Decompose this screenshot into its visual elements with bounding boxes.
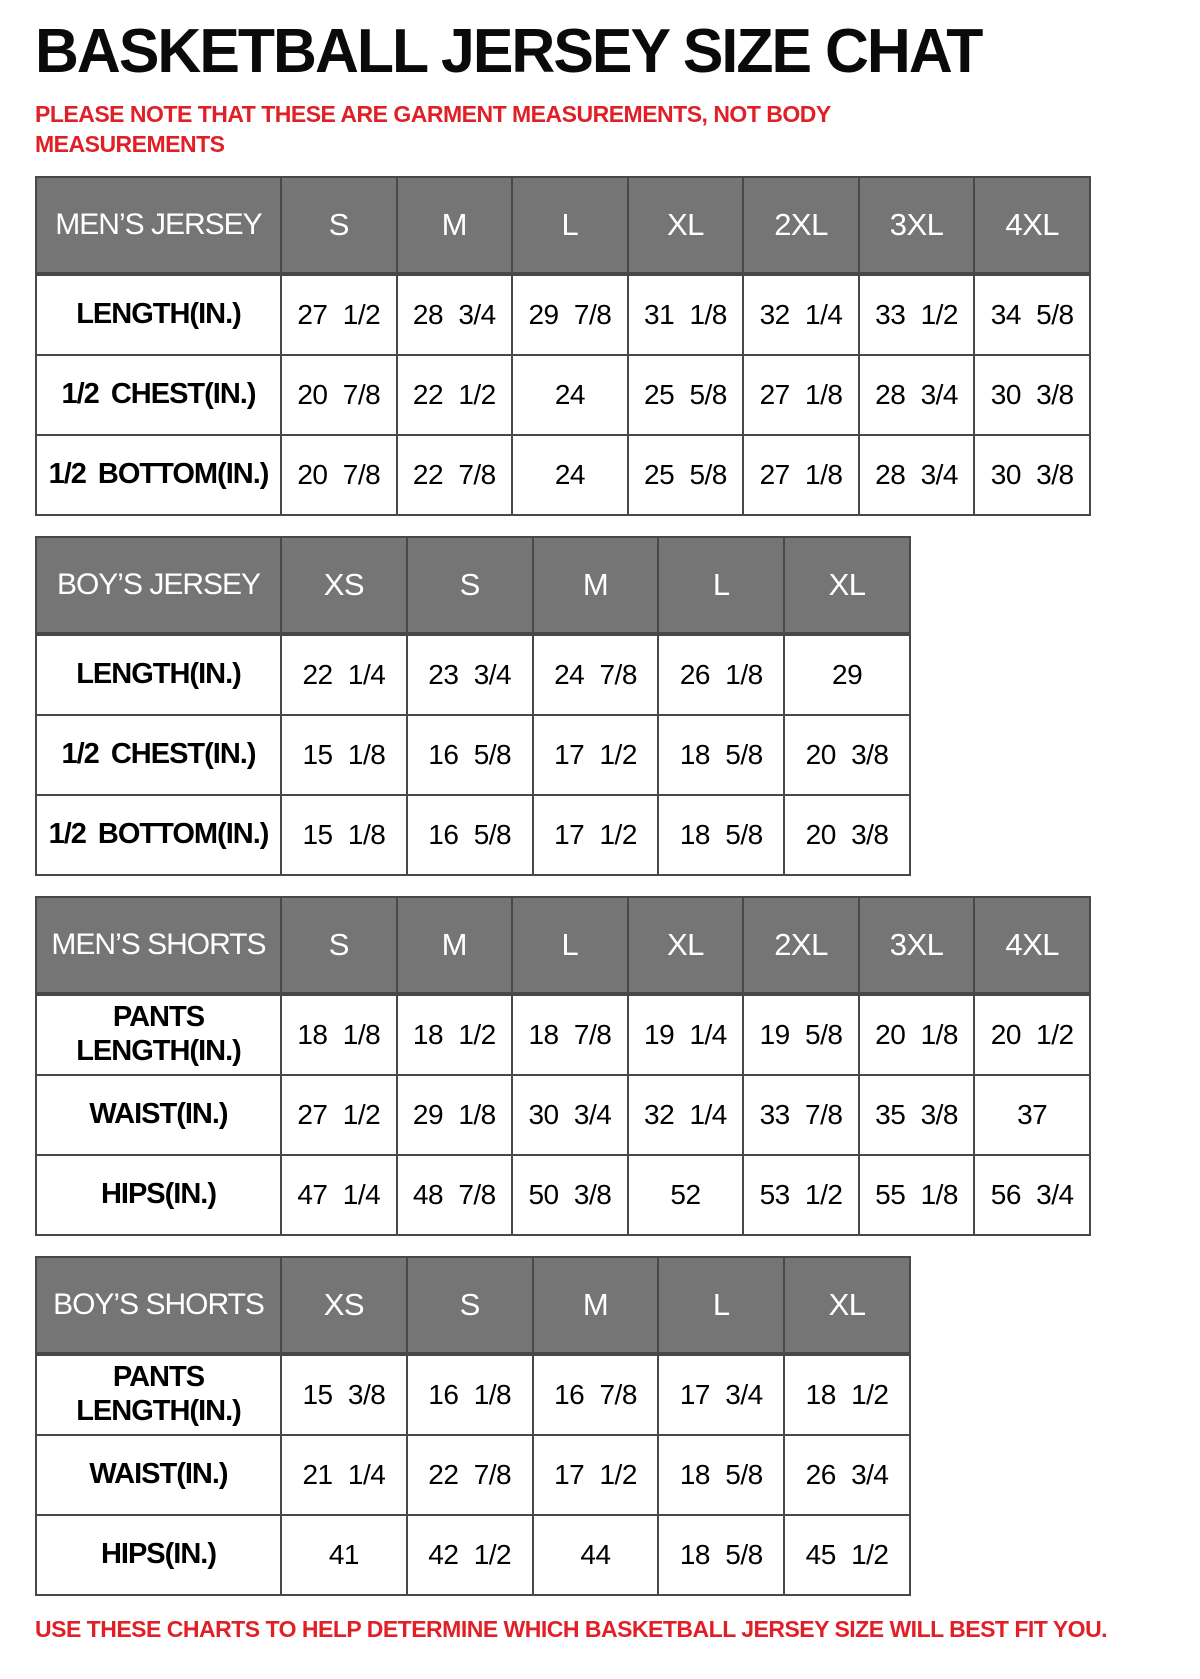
- row-label-cell: 1/2 BOTTOM(IN.): [36, 795, 281, 875]
- value-cell: 30 3/4: [512, 1075, 628, 1155]
- page-title: BASKETBALL JERSEY SIZE CHAT: [35, 17, 982, 86]
- table-row: [36, 1435, 910, 1515]
- value-cell: 28 3/4: [859, 355, 975, 435]
- value-cell: 24: [512, 435, 628, 515]
- value-cell: 44: [533, 1515, 659, 1595]
- row-label-cell: 1/2 CHEST(IN.): [36, 715, 281, 795]
- table-title-cell: BOY’S SHORTS: [36, 1257, 281, 1354]
- footer-note: USE THESE CHARTS TO HELP DETERMINE WHICH BASKETBALL JERSEY SIZE WILL BEST FIT YOU.: [35, 1615, 1108, 1642]
- table-row: [36, 715, 910, 795]
- value-cell: 18 5/8: [658, 795, 784, 875]
- value-cell: 53 1/2: [743, 1155, 859, 1235]
- value-cell: 18 1/2: [784, 1354, 910, 1435]
- value-cell: 26 3/4: [784, 1435, 910, 1515]
- value-cell: 34 5/8: [974, 274, 1090, 355]
- table-row: [36, 355, 1090, 435]
- value-cell: 24 7/8: [533, 634, 659, 715]
- size-header-cell: S: [281, 897, 397, 994]
- value-cell: 42 1/2: [407, 1515, 533, 1595]
- row-label-cell: LENGTH(IN.): [36, 274, 281, 355]
- size-header-cell: L: [512, 897, 628, 994]
- value-cell: 18 1/8: [281, 994, 397, 1075]
- size-header-cell: L: [658, 537, 784, 634]
- table-row: [36, 1515, 910, 1595]
- value-cell: 20 7/8: [281, 355, 397, 435]
- value-cell: 18 5/8: [658, 1515, 784, 1595]
- value-cell: 20 3/8: [784, 715, 910, 795]
- size-header-cell: XL: [784, 537, 910, 634]
- row-label-cell: PANTS LENGTH(IN.): [36, 994, 281, 1075]
- value-cell: 20 7/8: [281, 435, 397, 515]
- table-row: [36, 1075, 1090, 1155]
- value-cell: 17 1/2: [533, 715, 659, 795]
- table-title-cell: MEN’S JERSEY: [36, 177, 281, 274]
- header-row: [36, 177, 1090, 274]
- value-cell: 33 1/2: [859, 274, 975, 355]
- value-cell: 32 1/4: [743, 274, 859, 355]
- size-header-cell: XL: [784, 1257, 910, 1354]
- value-cell: 20 1/8: [859, 994, 975, 1075]
- table-row: [36, 994, 1090, 1075]
- value-cell: 17 1/2: [533, 1435, 659, 1515]
- value-cell: 21 1/4: [281, 1435, 407, 1515]
- row-label-cell: WAIST(IN.): [36, 1075, 281, 1155]
- value-cell: 27 1/8: [743, 355, 859, 435]
- value-cell: 26 1/8: [658, 634, 784, 715]
- row-label-cell: WAIST(IN.): [36, 1435, 281, 1515]
- size-header-cell: 4XL: [974, 177, 1090, 274]
- value-cell: 16 7/8: [533, 1354, 659, 1435]
- size-header-cell: 4XL: [974, 897, 1090, 994]
- value-cell: 25 5/8: [628, 435, 744, 515]
- size-table-mens-jersey: [35, 176, 1091, 516]
- value-cell: 32 1/4: [628, 1075, 744, 1155]
- size-header-cell: 2XL: [743, 177, 859, 274]
- value-cell: 17 1/2: [533, 795, 659, 875]
- table-row: [36, 274, 1090, 355]
- row-label-cell: PANTS LENGTH(IN.): [36, 1354, 281, 1435]
- value-cell: 33 7/8: [743, 1075, 859, 1155]
- size-table-boys-shorts: [35, 1256, 911, 1596]
- value-cell: 28 3/4: [397, 274, 513, 355]
- value-cell: 22 1/2: [397, 355, 513, 435]
- value-cell: 20 1/2: [974, 994, 1090, 1075]
- table-row: [36, 435, 1090, 515]
- header-row: [36, 1257, 910, 1354]
- value-cell: 55 1/8: [859, 1155, 975, 1235]
- value-cell: 27 1/2: [281, 274, 397, 355]
- row-label-cell: HIPS(IN.): [36, 1515, 281, 1595]
- size-table-mens-shorts: [35, 896, 1091, 1236]
- value-cell: 52: [628, 1155, 744, 1235]
- size-header-cell: M: [533, 1257, 659, 1354]
- value-cell: 37: [974, 1075, 1090, 1155]
- size-header-cell: XS: [281, 537, 407, 634]
- value-cell: 28 3/4: [859, 435, 975, 515]
- value-cell: 22 7/8: [407, 1435, 533, 1515]
- value-cell: 35 3/8: [859, 1075, 975, 1155]
- size-header-cell: S: [407, 1257, 533, 1354]
- value-cell: 29 1/8: [397, 1075, 513, 1155]
- header-row: [36, 897, 1090, 994]
- size-header-cell: 2XL: [743, 897, 859, 994]
- table-row: [36, 1354, 910, 1435]
- value-cell: 24: [512, 355, 628, 435]
- row-label-cell: 1/2 CHEST(IN.): [36, 355, 281, 435]
- table-row: [36, 634, 910, 715]
- table-row: [36, 795, 910, 875]
- row-label-cell: HIPS(IN.): [36, 1155, 281, 1235]
- value-cell: 31 1/8: [628, 274, 744, 355]
- row-label-cell: 1/2 BOTTOM(IN.): [36, 435, 281, 515]
- size-header-cell: L: [658, 1257, 784, 1354]
- value-cell: 41: [281, 1515, 407, 1595]
- value-cell: 45 1/2: [784, 1515, 910, 1595]
- value-cell: 50 3/8: [512, 1155, 628, 1235]
- header-row: [36, 537, 910, 634]
- value-cell: 18 7/8: [512, 994, 628, 1075]
- table-row: [36, 1155, 1090, 1235]
- value-cell: 30 3/8: [974, 355, 1090, 435]
- size-header-cell: XL: [628, 897, 744, 994]
- table-title-cell: MEN’S SHORTS: [36, 897, 281, 994]
- size-table-boys-jersey: [35, 536, 911, 876]
- value-cell: 15 3/8: [281, 1354, 407, 1435]
- value-cell: 19 5/8: [743, 994, 859, 1075]
- size-header-cell: 3XL: [859, 897, 975, 994]
- value-cell: 16 5/8: [407, 795, 533, 875]
- table-title-cell: BOY’S JERSEY: [36, 537, 281, 634]
- size-header-cell: M: [397, 897, 513, 994]
- size-header-cell: 3XL: [859, 177, 975, 274]
- value-cell: 22 7/8: [397, 435, 513, 515]
- garment-measurement-note: PLEASE NOTE THAT THESE ARE GARMENT MEASUREMENTS, NOT BODY MEASUREMENTS: [35, 101, 831, 158]
- value-cell: 30 3/8: [974, 435, 1090, 515]
- value-cell: 18 1/2: [397, 994, 513, 1075]
- size-header-cell: L: [512, 177, 628, 274]
- value-cell: 20 3/8: [784, 795, 910, 875]
- value-cell: 27 1/2: [281, 1075, 397, 1155]
- value-cell: 22 1/4: [281, 634, 407, 715]
- value-cell: 18 5/8: [658, 1435, 784, 1515]
- value-cell: 23 3/4: [407, 634, 533, 715]
- size-header-cell: XL: [628, 177, 744, 274]
- size-header-cell: S: [281, 177, 397, 274]
- value-cell: 15 1/8: [281, 795, 407, 875]
- size-header-cell: M: [533, 537, 659, 634]
- value-cell: 15 1/8: [281, 715, 407, 795]
- value-cell: 47 1/4: [281, 1155, 397, 1235]
- value-cell: 19 1/4: [628, 994, 744, 1075]
- size-header-cell: M: [397, 177, 513, 274]
- row-label-cell: LENGTH(IN.): [36, 634, 281, 715]
- value-cell: 27 1/8: [743, 435, 859, 515]
- size-header-cell: S: [407, 537, 533, 634]
- size-header-cell: XS: [281, 1257, 407, 1354]
- value-cell: 16 5/8: [407, 715, 533, 795]
- value-cell: 56 3/4: [974, 1155, 1090, 1235]
- value-cell: 16 1/8: [407, 1354, 533, 1435]
- value-cell: 29 7/8: [512, 274, 628, 355]
- value-cell: 25 5/8: [628, 355, 744, 435]
- value-cell: 18 5/8: [658, 715, 784, 795]
- value-cell: 29: [784, 634, 910, 715]
- value-cell: 17 3/4: [658, 1354, 784, 1435]
- value-cell: 48 7/8: [397, 1155, 513, 1235]
